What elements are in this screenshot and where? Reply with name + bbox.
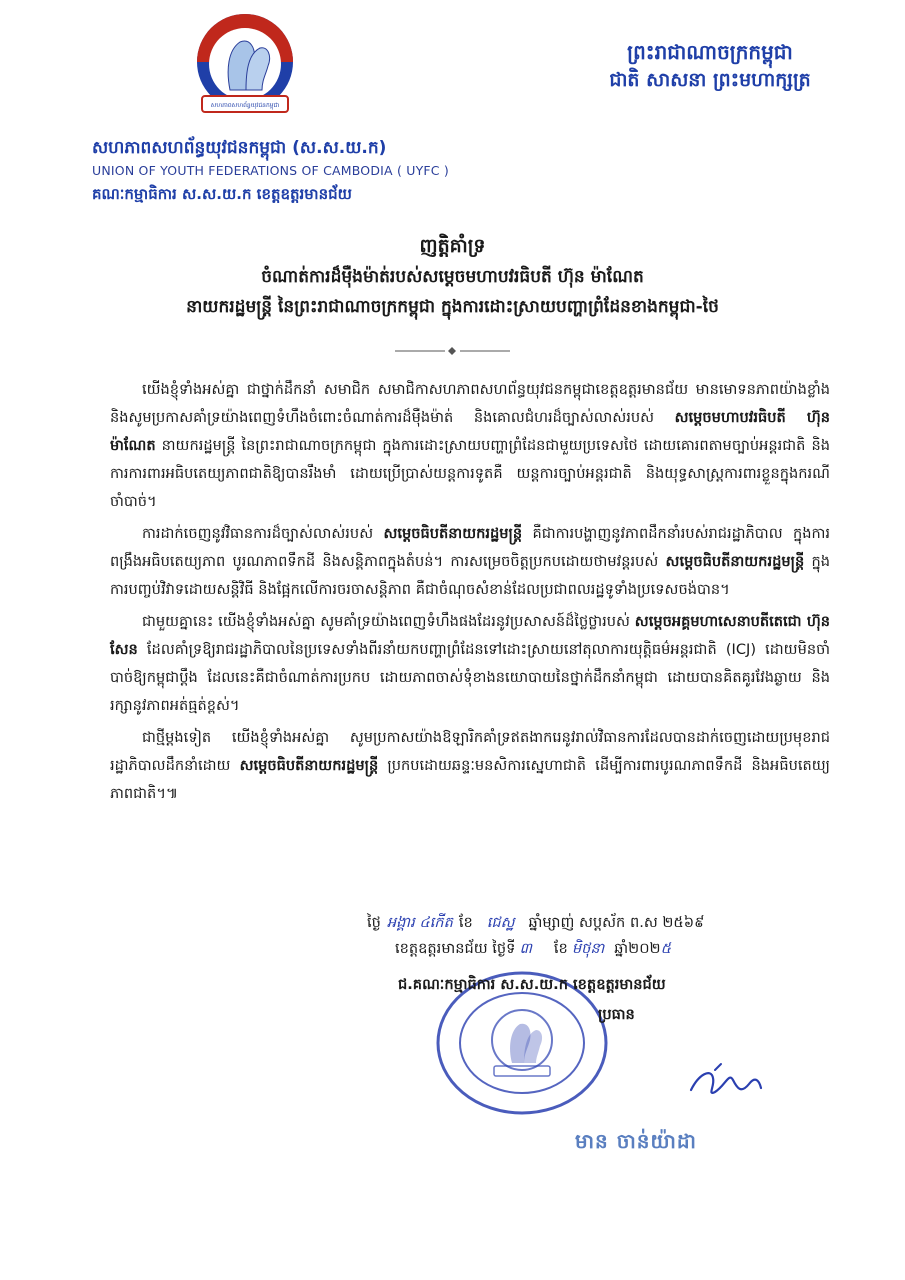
organization-header xyxy=(92,136,532,206)
paragraph-1: យើងខ្ញុំទាំងអស់គ្នា ជាថ្នាក់ដឹកនាំ សមាជិក សមាជិកាសហភាពសហព័ន្ធយុវជនកម្ពុជាខេត្តឧត្តរមានជ័យ មានមោទនភាពយ៉ាងខ្លាំង និងសូមប្រកាសគាំទ្រយ៉ាងពេញទំហឹងចំពោះចំណាត់ការដ៏ម៉ឺងម៉ាត់ និងគោលជំហរដ៏ច្បាស់លាស់របស់ សម្តេចមហាបវរធិបតី ហ៊ុន ម៉ាណែត នាយករដ្ឋមន្ត្រី នៃព្រះរាជាណាចក្រកម្ពុជា ក្នុងការដោះស្រាយបញ្ហាព្រំដែនជាមួយប្រទេសថៃ ដោយគោរពតាមច្បាប់អន្តរជាតិ និងការការពារអធិបតេយ្យភាពជាតិឱ្យបានរឹងមាំ ដោយប្រើប្រាស់យន្តការទូតគឺ យន្តការច្បាប់អន្តរជាតិ និងយុទ្ធសាស្ត្រការពារខ្លួនក្នុងករណីចាំបាច់។ xyxy=(110,381,831,510)
title-line-1: ញត្តិគាំទ្រ xyxy=(419,235,486,257)
handwritten-signature xyxy=(685,1062,765,1102)
logo-banner-text: សហភាពសហព័ន្ធយុវជនកម្ពុជា xyxy=(210,102,280,109)
date-block xyxy=(355,910,835,962)
paragraph-3: ជាមួយគ្នានេះ យើងខ្ញុំទាំងអស់គ្នា សូមគាំទ្រយ៉ាងពេញទំហឹងផងដែរនូវប្រសាសន៍ដ៏ថ្លៃថ្លារបស់ សម្តេចអគ្គមហាសេនាបតីតេជោ ហ៊ុន សែន ដែលគាំទ្រឱ្យរាជរដ្ឋាភិបាលនៃប្រទេសទាំងពីរនាំយកបញ្ហាព្រំដែនទៅដោះស្រាយនៅតុលាការយុត្តិធម៌អន្តរជាតិ (ICJ) ដោយមិនចាំបាច់ឱ្យកម្ពុជាប្ដឹង ដែលនេះគឺជាចំណាត់ការប្រកប ដោយភាពចាស់ទុំខាងនយោបាយនៃថ្នាក់ដឹកនាំកម្ពុជា ដោយបានគិតគូរវែងឆ្ងាយ និងរក្សានូវភាពអត់ធ្មត់ខ្ពស់។ xyxy=(110,613,830,714)
signer-name: មាន ចាន់យ៉ាដា xyxy=(575,1129,697,1153)
committee-name: គណៈកម្មាធិការ ស.ស.យ.ក ខេត្តឧត្តរមានជ័យ xyxy=(92,185,352,203)
paragraph-4: ជាថ្មីម្តងទៀត យើងខ្ញុំទាំងអស់គ្នា សូមប្រកាសយ៉ាងឱឡារិកគាំទ្រឥតងាករេនូវរាល់វិធានការដែលបានដាក់ចេញដោយប្រមុខរាជរដ្ឋាភិបាលដឹកនាំដោយ សម្តេចធិបតីនាយករដ្ឋមន្ត្រី ប្រកបដោយឆន្ទៈមនសិការស្នេហាជាតិ ដើម្បីការពារបូរណភាពទឹកដី និងអធិបតេយ្យភាពជាតិ។៕ xyxy=(110,729,830,802)
org-name-khmer: សហភាពសហព័ន្ធយុវជនកម្ពុជា (ស.ស.យ.ក) xyxy=(92,138,387,158)
paragraph-2: ការដាក់ចេញនូវវិធានការដ៏ច្បាស់លាស់របស់ សម្តេចធិបតីនាយករដ្ឋមន្ត្រី គឺជាការបង្ហាញនូវភាពដឹកនាំរបស់រាជរដ្ឋាភិបាល ក្នុងការពង្រឹងអធិបតេយ្យភាព បូរណភាពទឹកដី និងសន្តិភាពក្នុងតំបន់។ ការសម្រេចចិត្តប្រកបដោយថាមវន្តរបស់ សម្តេចធិបតីនាយករដ្ឋមន្ត្រី ក្នុងការបញ្ចប់វិវាទដោយសន្តិវិធី និងផ្អែកលើការចរចាសន្តិភាព គឺជាចំណុចសំខាន់ដែលប្រជាពលរដ្ឋទូទាំងប្រទេសចង់បាន។ xyxy=(110,525,831,598)
kingdom-header xyxy=(560,38,860,94)
signatory-organization: ជ.គណៈកម្មាធិការ ស.ស.យ.ក ខេត្តឧត្តរមានជ័យ xyxy=(398,976,666,993)
document-body xyxy=(110,376,830,812)
title-divider xyxy=(395,346,510,356)
nation-motto: ជាតិ សាសនា ព្រះមហាក្សត្រ xyxy=(609,69,811,91)
signatory-role: ប្រធាន xyxy=(598,1006,635,1023)
solar-date: ខេត្តឧត្តរមានជ័យ ថ្ងៃទី ៣ ខែ មិថុនា ឆ្នាំ២០២៥ xyxy=(395,940,671,957)
document-title xyxy=(80,232,825,322)
uyfc-logo xyxy=(190,10,300,130)
title-line-2: ចំណាត់ការដ៏ម៉ឺងម៉ាត់របស់សម្តេចមហាបវរធិបតី ហ៊ុន ម៉ាណែត xyxy=(261,267,644,287)
lunar-date: ថ្ងៃ អង្គារ ៤កើត ខែ ជេស្ឋ ឆ្នាំម្សាញ់ សប្តស័ក ព.ស ២៥៦៩ xyxy=(367,914,705,931)
org-name-english: UNION OF YOUTH FEDERATIONS OF CAMBODIA ( UYFC ) xyxy=(92,163,449,178)
kingdom-line: ព្រះរាជាណាចក្រកម្ពុជា xyxy=(627,40,793,64)
title-line-3: នាយករដ្ឋមន្ត្រី នៃព្រះរាជាណាចក្រកម្ពុជា ក្នុងការដោះស្រាយបញ្ហាព្រំដែនខាងកម្ពុជា-ថៃ xyxy=(186,297,719,317)
